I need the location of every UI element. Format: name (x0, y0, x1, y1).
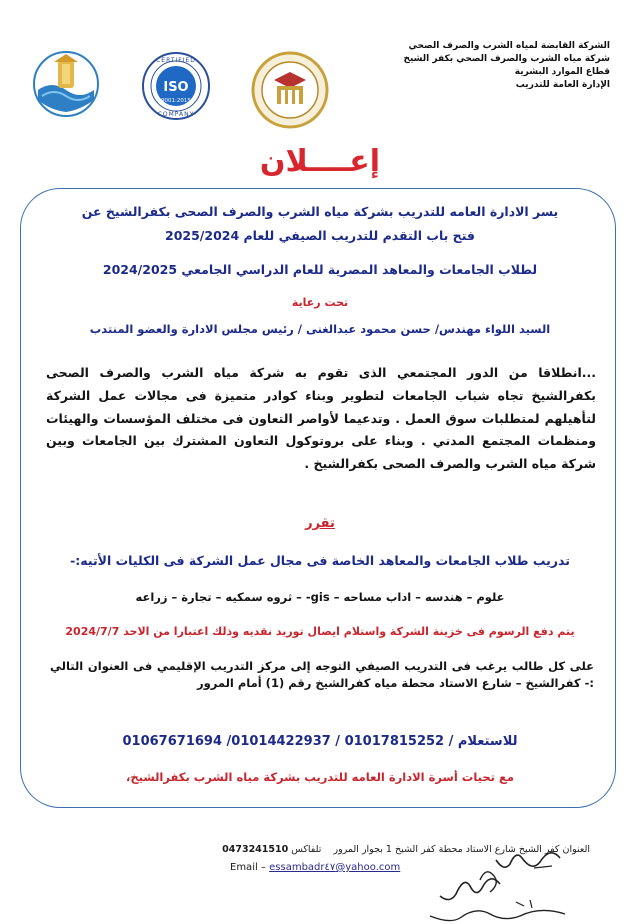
students-line: لطلاب الجامعات والمعاهد المصرية للعام الدراسي الجامعي 2024/2025 (102, 262, 538, 277)
announcement-title: إعــــلان (259, 144, 381, 179)
inquiry-phones: للاستعلام / 01017815252 / 01014422937/ 01067671694 (122, 734, 518, 749)
training-line: تدريب طلاب الجامعات والمعاهد الخاصة فى مجال عمل الشركة فى الكليات الأتيه:- (70, 553, 570, 568)
iso-top-text: CERTIFIED (156, 57, 196, 64)
intro-line-2: فتح باب التقدم للتدريب الصيفي للعام 2025/2024 (165, 228, 475, 243)
footer-email-address: essambadr٤٧@yahoo.com (269, 862, 401, 873)
organization-header (395, 40, 610, 92)
org-line-company: شركة مياه الشرب والصرف الصحي بكفر الشيخ (403, 54, 610, 64)
intro-line-1: يسر الادارة العامه للتدريب بشركة مياه الشرب والصرف الصحى بكفرالشيخ عن (81, 204, 559, 219)
footer-fax-label: تلفاكس (291, 844, 322, 855)
sponsor-line: السيد اللواء مهندس/ حسن محمود عبدالغنى / رئيس مجلس الادارة والعضو المنتدب (89, 322, 551, 336)
footer-fax-number: 0473241510 (222, 844, 289, 855)
org-line-sector: قطاع الموارد البشرية (514, 67, 610, 77)
instructions-paragraph: على كل طالب يرغب فى التدريب الصيفي التوجه إلى مركز التدريب الإقليمي فى العنوان التالي :- كفرالشيخ – شارع الاستاد محطة مياه كفرالشيخ رقم (1) أمام المرور (50, 659, 594, 690)
faculties-list: علوم – هندسه – اداب مساحه – gis- – ثروه سمكيه – تجارة – زراعه (135, 590, 505, 604)
under-patronage: تحت رعاية (291, 296, 349, 309)
company-logo (32, 50, 100, 118)
iso-center-text: ISO (163, 80, 189, 95)
intro-paragraph: ...انطلاقا من الدور المجتمعي الذى تقوم به شركة مياه الشرب والصرف الصحى بكفرالشيخ تجاه شباب الجامعات لتطوير وبناء كوادر متميزة فى مجالات عمل الشركة لتأهيلهم لمتطلبات سوق العمل . وتدعيما لأواصر التعاون فى مختلف المؤسسات والهيئات ومنظمات المجتمع المدني . وبناء على بروتوكول التعاون المشترك بين الجامعات وبين شركة مياه الشرب والصرف الصحى بكفرالشيخ . (46, 365, 596, 472)
iso-certified-badge (134, 50, 218, 122)
org-line-holding: الشركة القابضة لمياه الشرب والصرف الصحي (408, 41, 610, 51)
fees-line: يتم دفع الرسوم فى خزينة الشركة واستلام ايصال توريد نقديه وذلك اعتبارا من الاحد 2024/7/7 (65, 625, 575, 638)
decision-heading: تقرر (305, 516, 335, 531)
iso-number-text: 9001:2015 (161, 98, 191, 104)
greeting-line: مع تحيات أسرة الادارة العامه للتدريب بشركة مياه الشرب بكفرالشيخ، (126, 770, 514, 784)
training-academy-crest (250, 50, 330, 130)
handwritten-signature (420, 836, 570, 924)
footer-email-line (230, 862, 400, 873)
iso-bottom-text: COMPANY (157, 111, 195, 118)
org-line-department: الإدارة العامة للتدريب (515, 80, 610, 90)
announcement-frame (20, 188, 616, 808)
footer-address: العنوان كفر الشيخ شارع الاستاد محطة كفر الشيخ 1 بجوار المرور (333, 844, 590, 855)
footer-email-label: Email – (230, 862, 266, 873)
